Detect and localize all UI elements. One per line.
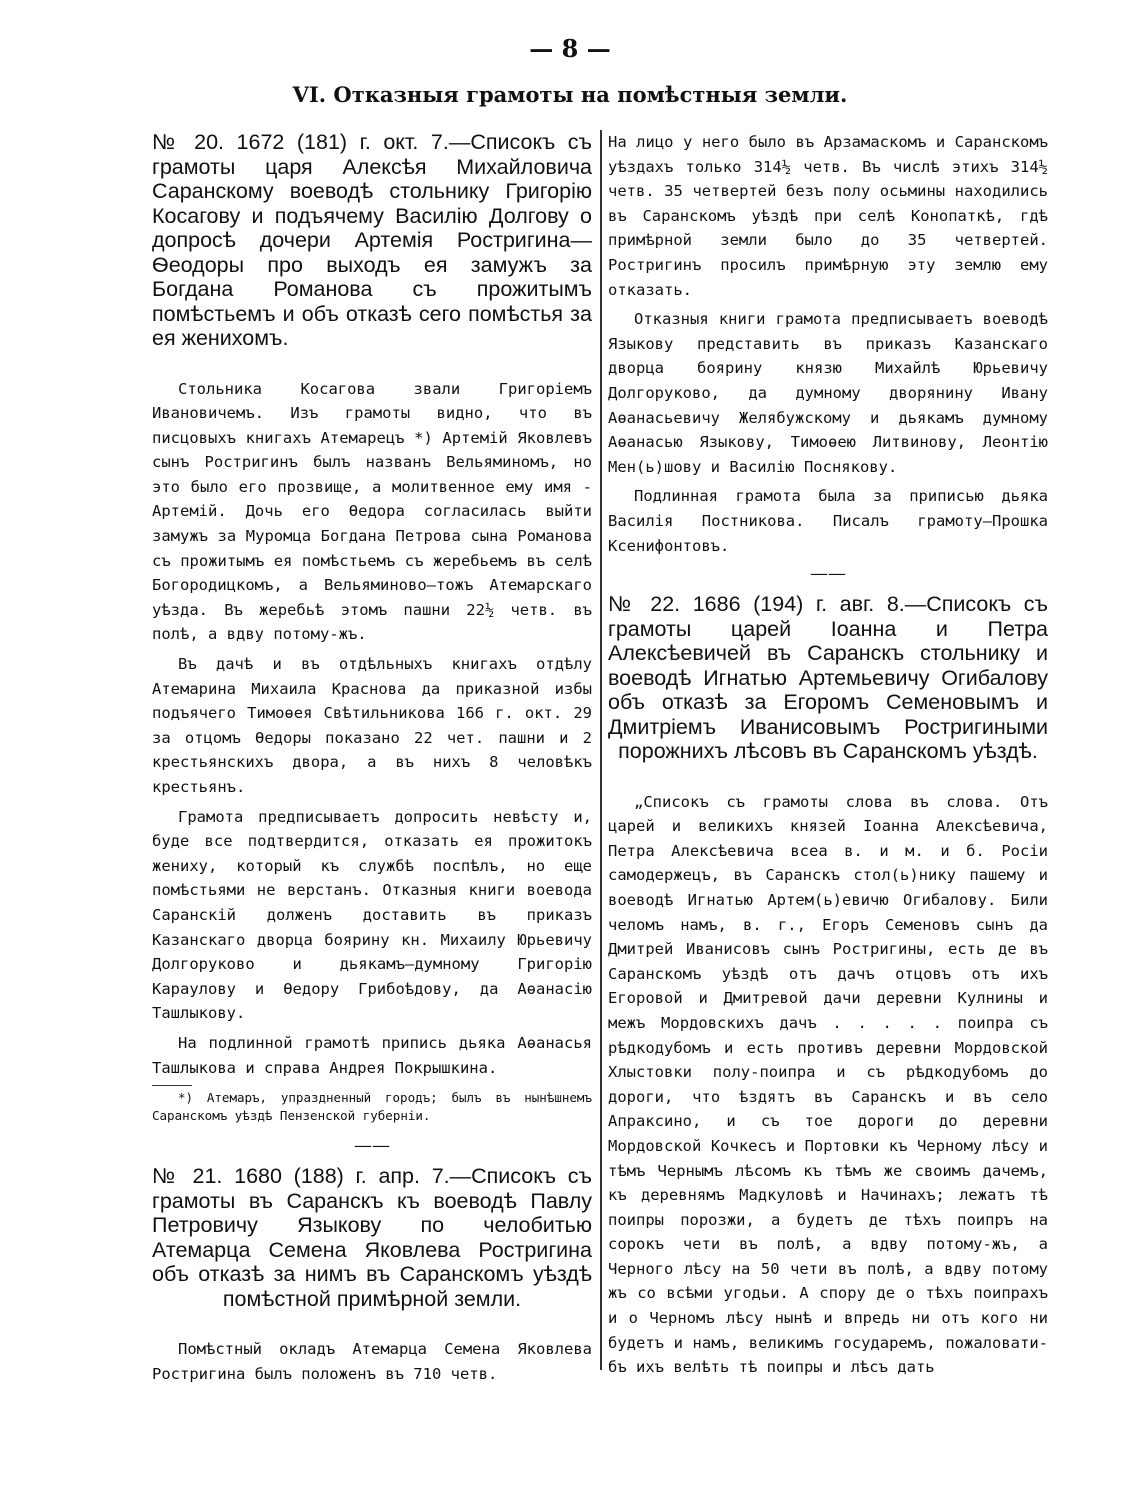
paragraph: Отказныя книги грамота предписываетъ воеводѣ Языкову представить въ приказъ Казанскаго дворца боярину князю Михайлѣ Юрьевичу Долгоруково, да думному дворянину Ивану Аѳанасьевичу Желябужскому и дьякамъ думному Аѳанасью Языкову, Тимоѳею Литвинову, Леонтію Мен(ь)шову и Василію Поснякову.: [608, 310, 1048, 476]
left-column: [152, 130, 592, 1391]
paragraph: Подлинная грамота была за приписью дьяка Василія Постникова. Писалъ грамоту—Прошка Ксенифонтовъ.: [608, 487, 1048, 555]
paragraph: Грамота предписываетъ допросить невѣсту и, буде все подтвердится, отказать ея прожитокъ жениху, который къ службѣ поспѣлъ, но еще помѣстьями не верстанъ. Отказныя книги воевода Саранскій долженъ доставить въ приказъ Казанскаго дворца боярину кн. Михаилу Юрьевичу Долгоруково и дьякамъ—думному Григорію Караулову и Ѳедору Грибоѣдову, да Аѳанасію Ташлыкову.: [152, 807, 592, 1023]
footnote-rule: [152, 1085, 192, 1086]
section-title: VI. Отказныя грамоты на помѣстныя земли.: [292, 82, 848, 107]
paragraph: Стольника Косагова звали Григоріемъ Ивановичемъ. Изъ грамоты видно, что въ писцовыхъ книгахъ Атемарецъ *) Артемій Яковлевъ сынъ Ростригинъ былъ названъ Вельяминомъ, но это было его прозвище, а молитвенное ему имя - Артемій. Дочь его Ѳедора согласилась выйти замужъ за Муромца Богдана Петрова сына Романова съ прожитымъ ея помѣстьемъ съ жеребьемъ въ селѣ Богородицкомъ, а Вельяминово—тожъ Атемарскаго уѣзда. Въ жеребьѣ этомъ пашни 22½ четв. въ полѣ, а вдву потому-жъ.: [152, 379, 592, 644]
paragraph: „Списокъ съ грамоты слова въ слова. Отъ царей и великихъ князей Іоанна Алексѣевича, Петра Алексѣевича всеа в. и м. и б. Росіи самодержецъ, въ Саранскъ стол(ь)нику пашему и воеводѣ Игнатью Артем(ь)евичю Огибалову. Били челомъ намъ, в. г., Егоръ Семеновъ сынъ да Дмитрей Иванисовъ сынъ Ростригины, есть де въ Саранскомъ уѣздѣ отъ дачъ отцовъ отъ ихъ Егоровой и Дмитревой дачи деревни Кулнины и межъ Мордовскихъ дачъ . . . . . поипра съ рѣдкодубомъ и есть противъ деревни Мордовской Хлыстовки полу-поипра и съ рѣдкодубомъ до дороги, что ѣздятъ въ Саранскъ и въ село Апраксино, и съ тое дороги до деревни Мордовской Кочкесъ и Портовки къ Черному лѣсу и тѣмъ Чернымъ лѣсомъ къ тѣмъ же своимъ дачемъ, къ деревнямъ Мадкуловѣ и Начинахъ; лежатъ тѣ поипры порозжи, а будетъ де тѣхъ поипръ на сорокъ чети въ полѣ, а вдву потому-жъ, а Черного лѣсу на 50 чети въ полѣ, а вдву потому жъ со всѣми угодьи. А спору де о тѣхъ поипрахъ и о Черномъ лѣсу нынѣ и впредь ни отъ кого ни будетъ и намъ, великимъ государемъ, пожаловати-бъ ихъ велѣть тѣ поипры и лѣсъ дать: [608, 792, 1048, 1377]
separator-dash: ——: [810, 563, 846, 585]
paragraph: Помѣстный окладъ Атемарца Семена Яковлева Ростригина былъ положенъ въ 710 четв.: [152, 1340, 592, 1383]
page-number: — 8 —: [529, 34, 611, 63]
right-column: [608, 130, 1048, 1385]
document-21-heading: № 21. 1680 (188) г. апр. 7.—Списокъ съ грамоты въ Саранскъ къ воеводѣ Павлу Петровичу Языкову по челобитью Атемарца Семена Яковлева Ростригина объ отказѣ за нимъ въ Саранскомъ уѣздѣ помѣстной примѣрной земли.: [152, 1164, 592, 1311]
paragraph: Въ дачѣ и въ отдѣльныхъ книгахъ отдѣлу Атемарина Михаила Краснова да приказной избы подъячего Тимоѳея Свѣтильникова 166 г. окт. 29 за отцомъ Ѳедоры показано 22 чет. пашни и 2 крестьянскихъ двора, а въ нихъ 8 человѣкъ крестьянъ.: [152, 655, 592, 796]
document-22-heading: № 22. 1686 (194) г. авг. 8.—Списокъ съ грамоты царей Іоанна и Петра Алексѣевичей въ Саранскъ стольнику и воеводѣ Игнатью Артемьевичу Огибалову объ отказѣ за Егоромъ Семеновымъ и Дмитріемъ Иванисовымъ Ростригиными порожнихъ лѣсовъ въ Саранскомъ уѣздѣ.: [608, 592, 1048, 764]
paragraph: На подлинной грамотѣ припись дьяка Аѳанасья Ташлыкова и справа Андрея Покрышкина.: [152, 1033, 592, 1077]
separator-dash: ——: [354, 1135, 390, 1157]
paragraph: На лицо у него было въ Арзамаскомъ и Саранскомъ уѣздахъ только 314½ четв. Въ числѣ этихъ 314½ четв. 35 четвертей безъ полу осьмины находились въ Саранскомъ уѣздѣ при селѣ Конопаткѣ, гдѣ примѣрной земли было до 35 четвертей. Ростригинъ просилъ примѣрную эту землю ему отказать.: [608, 133, 1048, 299]
footnote: *) Атемаръ, упраздненный городъ; былъ въ нынѣшнемъ Саранскомъ уѣздѣ Пензенской губерніи.: [152, 1090, 592, 1124]
document-20-heading: № 20. 1672 (181) г. окт. 7.—Списокъ съ грамоты царя Алексѣя Михайловича Саранскому воеводѣ стольнику Григорію Косагову и подъячему Василію Долгову о допросѣ дочери Артемія Ростригина—Ѳеодоры про выходъ ея замужъ за Богдана Романова съ прожитымъ помѣстьемъ и объ отказѣ сего помѣстья за ея женихомъ.: [152, 130, 592, 350]
column-divider: [600, 130, 602, 1370]
